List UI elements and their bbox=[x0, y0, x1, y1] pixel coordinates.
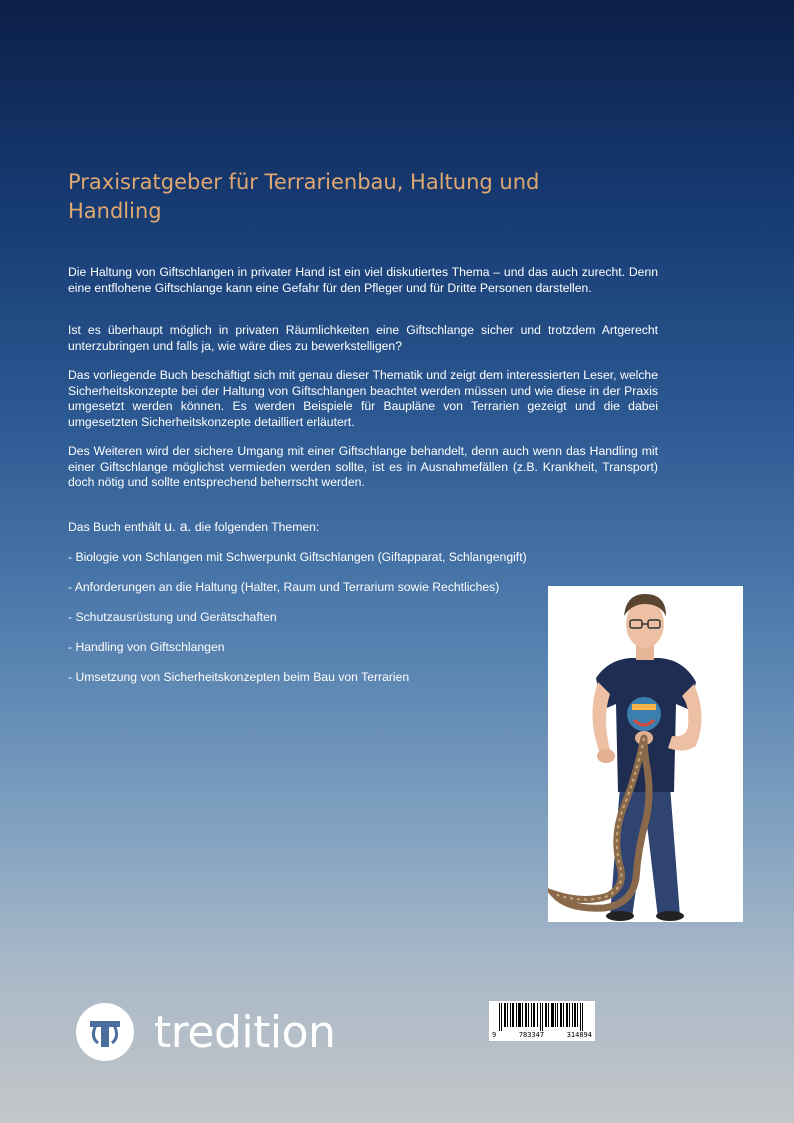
publisher-logo bbox=[76, 1003, 335, 1061]
description-paragraph-2: Ist es überhaupt möglich in privaten Räumlichkeiten eine Giftschlange sicher und trotzdem Artgerecht unterzubringen und falls ja, wie wäre dies zu bewerkstelligen? bbox=[68, 323, 658, 353]
topic-item: - Handling von Giftschlangen bbox=[68, 640, 225, 654]
author-with-snake-illustration bbox=[548, 586, 743, 922]
topic-item: - Biologie von Schlangen mit Schwerpunkt Giftschlangen (Giftapparat, Schlangengift) bbox=[68, 550, 527, 564]
topics-intro-after: die folgenden Themen: bbox=[191, 520, 320, 534]
description-paragraph-3: Das vorliegende Buch beschäftigt sich mit genau dieser Thematik und zeigt dem interessierten Leser, welche Sicherheitskonzepte bei der Haltung von Giftschlangen beachtet werden müssen und wie diese in der Praxis umgesetzt werden können. Es werden Beispiele für Baupläne von Terrarien gezeigt und die dabei umgesetzten Sicherheitskonzepte detailliert erläutert. bbox=[68, 368, 658, 429]
topic-item: - Anforderungen an die Haltung (Halter, Raum und Terrarium sowie Rechtliches) bbox=[68, 580, 500, 594]
barcode-group-left: 783347 bbox=[518, 1031, 545, 1039]
publisher-name: tredition bbox=[154, 1006, 336, 1058]
tredition-logo-icon bbox=[76, 1003, 134, 1061]
topics-intro-emphasis: u. a. bbox=[164, 518, 192, 534]
book-subtitle: Praxisratgeber für Terrarienbau, Haltung und Handling bbox=[68, 170, 540, 223]
barcode-group-right: 314894 bbox=[566, 1031, 592, 1039]
description-paragraph-4: Des Weiteren wird der sichere Umgang mit einer Giftschlange behandelt, denn auch wenn das Handling mit einer Giftschlange möglichst vermieden werden sollte, ist es in Ausnahmefällen (z.B. Krankheit, Transport) doch nötig und sollte entsprechend beherrscht werden. bbox=[68, 444, 658, 489]
topics-intro-before: Das Buch enthält bbox=[68, 520, 165, 534]
topics-intro bbox=[68, 519, 658, 536]
author-photo bbox=[548, 586, 743, 922]
topic-item: - Schutzausrüstung und Gerätschaften bbox=[68, 610, 277, 624]
description-paragraph-1: Die Haltung von Giftschlangen in privater Hand ist ein viel diskutiertes Thema – und das auch zurecht. Denn eine entflohene Giftschlange kann eine Gefahr für den Pfleger und für Dritte Personen darstellen. bbox=[68, 265, 658, 295]
isbn-barcode bbox=[489, 1001, 595, 1041]
topics-list bbox=[68, 550, 527, 700]
topic-item: - Umsetzung von Sicherheitskonzepten beim Bau von Terrarien bbox=[68, 670, 410, 684]
barcode-bars bbox=[489, 1001, 595, 1033]
barcode-digit-first: 9 bbox=[492, 1031, 497, 1039]
barcode-digits bbox=[489, 1031, 595, 1039]
